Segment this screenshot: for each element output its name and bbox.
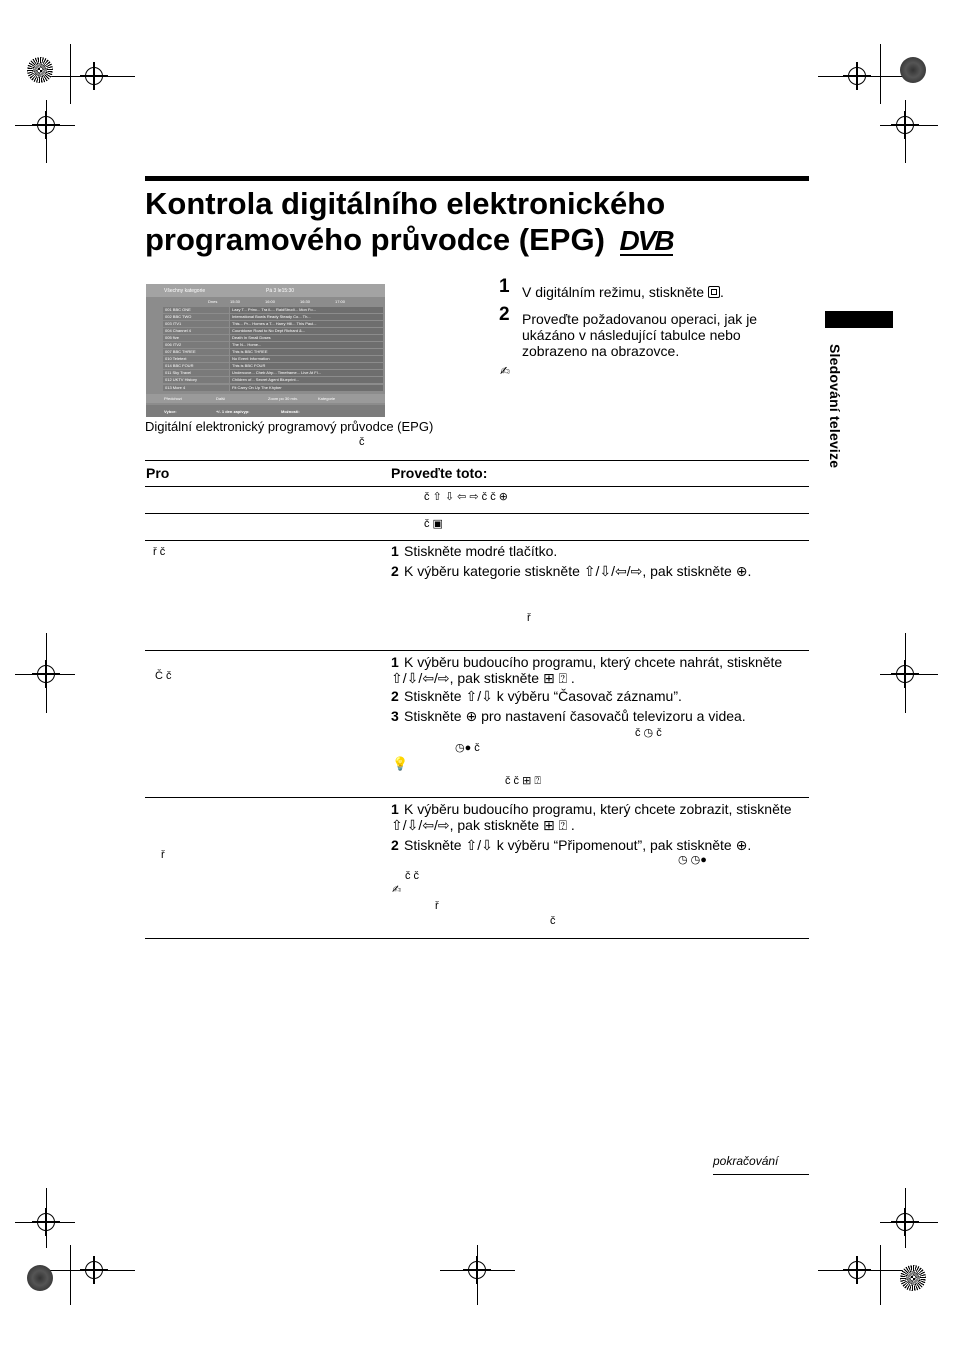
- epg-programme: No Event Information: [230, 356, 383, 362]
- side-tab-label: Sledování televize: [827, 344, 843, 469]
- top-rule: [145, 176, 809, 181]
- epg-channel-row: [163, 356, 381, 363]
- epg-channel-row: [163, 370, 381, 377]
- epg-channel-name: 013 More 4: [163, 385, 229, 391]
- epg-channel-name: 014 BBC FOUR: [163, 363, 229, 369]
- epg-channel-row: [163, 327, 381, 334]
- epg-select-label: Vybor:: [164, 409, 177, 414]
- table-row-5-step: 1 K výběru budoucího programu, který chcete zobrazit, stiskněte ⇧/⇩/⇦/⇨, pak stiskněte ⊞ ⍰ .: [391, 801, 792, 833]
- step-number: 2: [499, 304, 510, 325]
- epg-programme: This is BBC THREE: [230, 349, 383, 355]
- epg-programme: Fit Carry On Up The Khyber: [230, 385, 383, 391]
- epg-channel-name: 011 Sky Travel: [163, 370, 229, 376]
- continued-label: pokračování: [713, 1154, 779, 1168]
- page-title: [145, 186, 805, 258]
- table-row-5-note: ◷ ◷●: [678, 854, 707, 866]
- table-row-3-label: ř č: [153, 546, 166, 558]
- dvb-logo: DVB: [619, 225, 673, 256]
- table-row-3-step: 1 Stiskněte modré tlačítko.: [391, 543, 558, 559]
- table-row-5-step: 2 Stiskněte ⇧/⇩ k výběru “Připomenout”, pak stiskněte ⊕.: [391, 837, 752, 853]
- table-header-action: Proveďte toto:: [391, 465, 488, 481]
- epg-footer-item: Další: [216, 396, 226, 401]
- epg-channel-name: 010 Teletext: [163, 356, 229, 362]
- epg-timeline: [208, 299, 380, 305]
- table-row-4-note: ◷● č: [455, 742, 480, 754]
- table-header-pro: Pro: [146, 465, 170, 481]
- epg-date-label: Dnes: [208, 299, 218, 304]
- table-rule: [145, 513, 809, 514]
- epg-channel-name: 001 BBC ONE: [163, 307, 229, 313]
- tip-icon: 💡: [392, 756, 409, 771]
- table-rule: [145, 797, 809, 798]
- table-rule: [145, 486, 809, 487]
- table-rule: [145, 540, 809, 541]
- continued-rule: [713, 1174, 809, 1175]
- table-row-3-step: 2 K výběru kategorie stiskněte ⇧/⇩/⇦/⇨, pak stiskněte ⊕.: [391, 563, 752, 579]
- epg-button-icon: [708, 286, 720, 298]
- side-tab-bar: [825, 311, 893, 328]
- table-row-5-note: ř: [435, 900, 439, 912]
- epg-category: Všechny kategorie: [164, 288, 206, 294]
- epg-programme: Children of... Secret Agent Blueprint...: [230, 377, 383, 383]
- table-rule: [145, 650, 809, 651]
- epg-time: 15:30: [230, 299, 241, 304]
- epg-footer-item: Předchozí: [164, 396, 183, 401]
- step-number: 1: [499, 276, 510, 297]
- epg-footer-item: Zoom po 30 min.: [268, 396, 299, 401]
- table-row-4-label: Č č: [155, 670, 172, 682]
- epg-channel-row: [163, 377, 381, 384]
- epg-bottom-bar: [146, 405, 385, 417]
- epg-programme: International Bowls Ready Steady Co... Th...: [230, 314, 383, 320]
- epg-channel-name: 006 ITV2: [163, 342, 229, 348]
- epg-programme: This... Pr... Homes a T... Harry Hill... This Paul...: [230, 321, 383, 327]
- epg-programme: Lazy T... Princ... Tra iL... RaidStrudi... Mon Fo...: [230, 307, 383, 313]
- epg-channel-row: [163, 363, 381, 370]
- epg-channel-name: 002 BBC TWO: [163, 314, 229, 320]
- epg-channel-row: [163, 313, 381, 320]
- table-row-2-action: č ▣: [424, 518, 443, 530]
- table-row-4-step: 2 Stiskněte ⇧/⇩ k výběru “Časovač záznamu”.: [391, 688, 682, 704]
- epg-day-label: +/- 1 den zap/vyp:: [216, 409, 250, 414]
- title-line-2: programového průvodce (EPG) DVB: [145, 222, 673, 257]
- table-row-3-note: ř: [527, 612, 531, 624]
- table-row-1-action: č ⇧ ⇩ ⇦ ⇨ č č ⊕: [424, 491, 508, 503]
- table-row-4-note: č ◷ č: [635, 727, 662, 739]
- epg-datetime: Pá 3 le15:30: [266, 288, 295, 294]
- epg-time: 16:00: [265, 299, 276, 304]
- epg-channel-row: [163, 384, 381, 391]
- epg-programme: Death In Small Doses: [230, 335, 383, 341]
- table-row-5-note: č č: [405, 870, 420, 882]
- epg-channel-name: 003 ITV1: [163, 321, 229, 327]
- epg-channel-name: 004 Channel 4: [163, 328, 229, 334]
- note-icon: ✍: [500, 364, 511, 378]
- epg-programme: Countdown Road to No Dept Richard &...: [230, 328, 383, 334]
- epg-channel-row: [163, 349, 381, 356]
- step-text: V digitálním režimu, stiskněte .: [522, 284, 724, 300]
- figure-caption-sub: č: [359, 436, 365, 448]
- step-text: Proveďte požadovanou operaci, jak je ukázáno v následující tabulce nebo zobrazeno na obrazovce.: [522, 311, 758, 359]
- epg-top-bar: [146, 284, 385, 297]
- epg-screenshot: [146, 284, 385, 417]
- epg-footer-item: Kategorie: [318, 396, 336, 401]
- epg-time: 16:30: [300, 299, 311, 304]
- epg-options-label: Možnosti:: [281, 409, 300, 414]
- table-rule: [145, 938, 809, 939]
- epg-channel-list: [163, 306, 381, 391]
- epg-channel-name: 007 BBC THREE: [163, 349, 229, 355]
- epg-channel-name: 005 five: [163, 335, 229, 341]
- epg-programme: The N... Home...: [230, 342, 383, 348]
- epg-channel-row: [163, 306, 381, 313]
- epg-footer: [146, 394, 385, 403]
- epg-programme: This is BBC FOUR: [230, 363, 383, 369]
- epg-channel-row: [163, 334, 381, 341]
- epg-time: 17:00: [335, 299, 346, 304]
- table-row-4-note: č č ⊞ ⍰: [505, 775, 541, 787]
- table-row-5-label: ř: [161, 849, 165, 861]
- title-line-1: Kontrola digitálního elektronického: [145, 186, 666, 221]
- table-row-4-step: 1 K výběru budoucího programu, který chcete nahrát, stiskněte ⇧/⇩/⇦/⇨, pak stiskněte ⊞ ⍰ .: [391, 654, 783, 686]
- table-row-4-step: 3 Stiskněte ⊕ pro nastavení časovačů televizoru a videa.: [391, 708, 746, 724]
- epg-programme: Undercove... Cheb Alrp... Timeframe... Live At Fl...: [230, 370, 383, 376]
- epg-channel-name: 012 UKTV History: [163, 377, 229, 383]
- epg-channel-row: [163, 341, 381, 348]
- note-icon: ✍: [392, 884, 402, 896]
- figure-caption: Digitální elektronický programový průvodce (EPG): [145, 419, 434, 434]
- table-row-5-note: č: [550, 915, 556, 927]
- table-rule: [145, 460, 809, 461]
- epg-channel-row: [163, 320, 381, 327]
